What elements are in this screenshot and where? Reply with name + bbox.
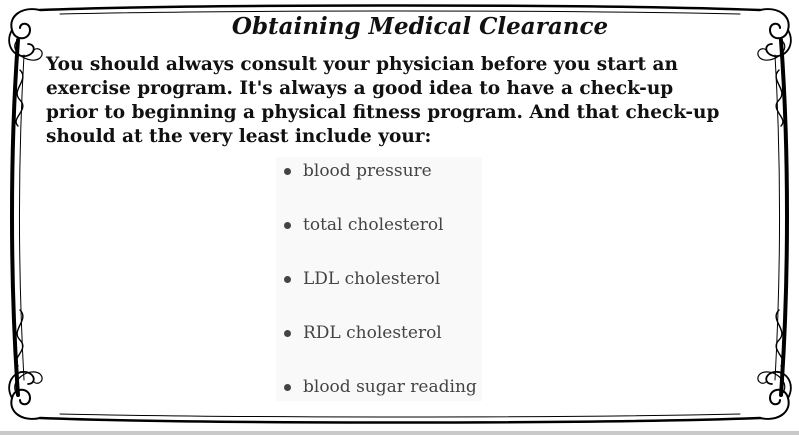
- bottom-divider: [0, 431, 799, 435]
- list-item-label: blood sugar reading: [303, 377, 477, 397]
- list-item: [276, 319, 482, 373]
- bullet-dot-icon: [284, 330, 291, 337]
- list-item-label: RDL cholesterol: [303, 323, 442, 343]
- list-item: [276, 265, 482, 319]
- page-title: Obtaining Medical Clearance: [231, 13, 609, 40]
- list-item-label: total cholesterol: [303, 215, 444, 235]
- bullet-dot-icon: [284, 222, 291, 229]
- bullet-dot-icon: [284, 276, 291, 283]
- list-item: [276, 373, 482, 427]
- list-item-label: LDL cholesterol: [303, 269, 441, 289]
- bullet-dot-icon: [284, 384, 291, 391]
- list-item-label: blood pressure: [303, 161, 432, 181]
- list-item: [276, 211, 482, 265]
- list-item: [276, 157, 482, 211]
- intro-paragraph: You should always consult your physician before you start an exercise program. It's always a good idea to have a check-up prior to beginning a physical fitness program. And that check-up should at the very least include your:: [46, 54, 720, 147]
- bullet-dot-icon: [284, 168, 291, 175]
- checkup-list: [276, 157, 482, 401]
